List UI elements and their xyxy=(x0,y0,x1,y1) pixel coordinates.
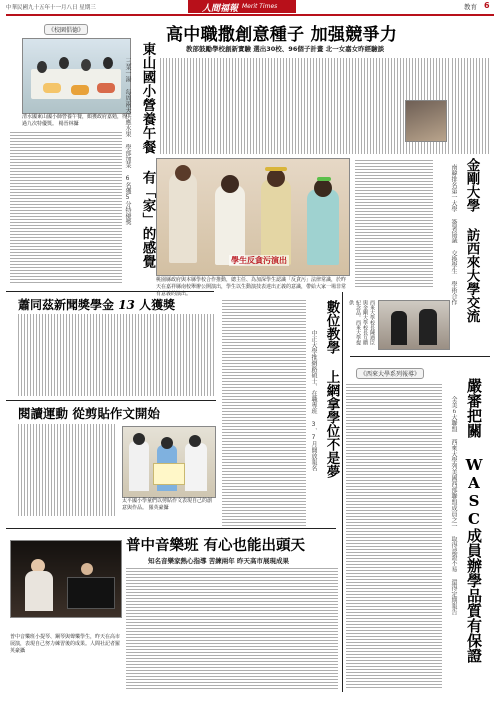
header-section: 教育 xyxy=(464,3,477,11)
header-rule xyxy=(6,14,494,16)
wasc-body xyxy=(346,384,442,690)
diamond-photo xyxy=(378,300,450,350)
play-photo xyxy=(156,158,350,276)
main-subhead: 教部鼓勵學校創新實驗 選出30校、96個子計畫 北一女嘉女昨經驗談 xyxy=(186,45,385,53)
divider-right-mid xyxy=(350,356,490,357)
play-caption: 桃園縣政府與本縣學校合作推動，總主任、為加深學生認識「反貪污」法律常識，於昨天在嘉祥縣南校舉辦公開演出，學生以生動演技表達出正義的意識，帶給大家一場非常有意義的演出。 xyxy=(156,277,347,297)
header-logo-sub: Merit Times xyxy=(242,3,278,10)
main-headline: 高中職撒創意種子 加强競爭力 xyxy=(166,25,398,45)
lunch-caption: 清水國東山國小師營養午餐，頗獲政府嘉勉，得過九次特優獎。 楊晉林攝 xyxy=(22,114,128,127)
divider-vertical-right xyxy=(342,292,343,692)
music-headline: 普中音樂班 有心也能出頭天 xyxy=(126,537,306,554)
music-body xyxy=(126,568,338,690)
diamond-body xyxy=(355,160,433,288)
divider-left-bottom xyxy=(6,528,336,529)
music-photo xyxy=(10,540,122,618)
header-page-number: 6 xyxy=(484,1,490,10)
main-inset-photo xyxy=(405,100,447,142)
tag-series: 《西來大學系列報導》 xyxy=(356,368,424,379)
xiao-headline-text: 蕭同茲新聞獎學金 xyxy=(18,298,115,312)
xiao-headline-number: 13 xyxy=(118,298,135,312)
diamond-subhead: 南韓排名第一大學 簽署協議 交換學生 學術合作 xyxy=(450,164,457,305)
music-subhead: 知名音樂家熱心指導 苦練兩年 昨天高市展現成果 xyxy=(148,557,290,565)
diamond-headline: 金剛大學 訪西來大學交流 xyxy=(463,158,480,323)
digital-headline: 數位教學 上網拿學位不是夢 xyxy=(323,300,340,478)
play-photo-label: 學生反貪污演出 xyxy=(231,255,287,265)
divider-left-mid xyxy=(6,400,216,401)
tag-campus: 《校園倡德》 xyxy=(44,24,88,35)
page-header xyxy=(6,0,494,14)
reading-caption: 太平國小學童們以剪貼作文表現自己的創意與作品。 羅英豪攝 xyxy=(122,498,213,511)
header-logo: 人間福報 xyxy=(202,4,239,14)
reading-photo xyxy=(122,426,216,498)
lunch-headline: 東山國小營養午餐 有「家」的感覺 xyxy=(139,42,156,269)
lunch-photo xyxy=(22,38,131,114)
digital-subhead: 中正大學推網路碩士、在職專班 3、7月開放報名 xyxy=(310,330,317,471)
lunch-subhead: 三菜一湯 每周兩天供應水果 學部加菜 6名獲5分特優獎 xyxy=(124,58,131,225)
reading-body xyxy=(18,424,116,516)
xiao-headline-tail: 人獲獎 xyxy=(139,298,176,312)
wasc-subhead: 全美６大聯盟 西來大學列美國西部聯盟成員之一 取得認證不易 還得定期報告 xyxy=(450,396,457,615)
xiao-headline xyxy=(18,296,175,313)
lunch-body xyxy=(10,132,122,284)
main-body-right xyxy=(452,58,490,154)
diamond-caption: 西來大學校長陳迺臣與金剛大學校長互贈紀念品。西來大學提供 xyxy=(348,300,375,345)
header-date: 中華民國九十五年十一月八日 星期三 xyxy=(6,5,96,11)
xiao-body xyxy=(18,314,216,396)
digital-body xyxy=(222,300,306,526)
reading-headline: 閱讀運動 從剪貼作文開始 xyxy=(18,406,160,421)
wasc-headline: 嚴審把關 WASC成員辦學品質有保證 xyxy=(465,378,483,663)
music-caption: 普中音樂班小提琴、鋼琴與聲樂學生，昨天在高市展演，表現自己努力練習後的成果。人間社記者羅英豪攝 xyxy=(10,634,121,654)
